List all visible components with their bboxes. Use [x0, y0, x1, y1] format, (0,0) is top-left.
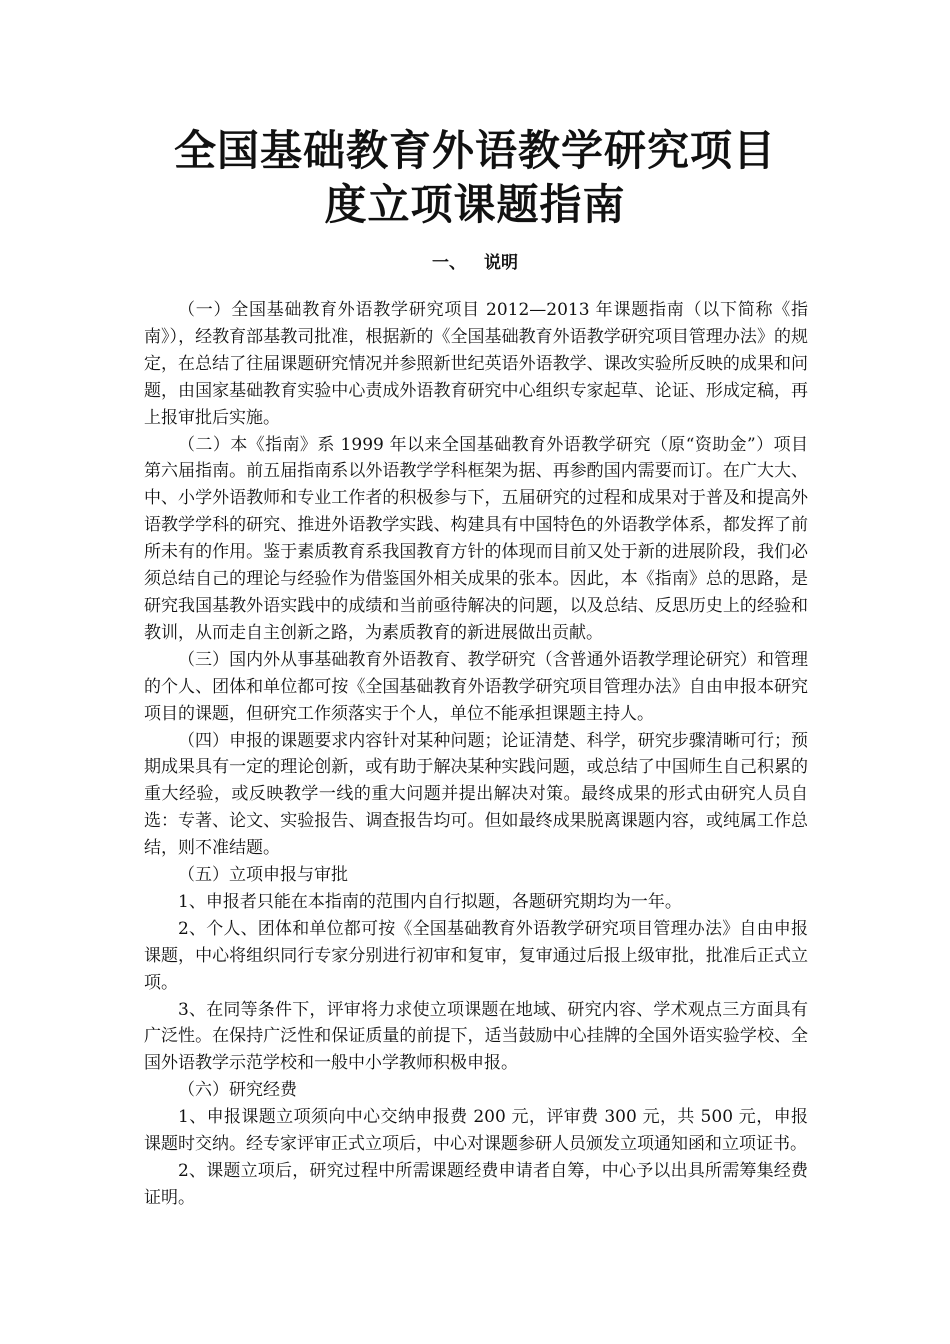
paragraph-5-1: 1、申报者只能在本指南的范围内自行拟题，各题研究期均为一年。 [178, 891, 682, 912]
paragraph-5-3: 3、在同等条件下，评审将力求使立项课题在地域、研究内容、学术观点三方面具有广泛性。在保持广泛性和保证质量的前提下，适当鼓励中心挂牌的全国外语实验学校、全国外语教学示范学校和一般中小学教师积极申报。 [144, 999, 808, 1074]
subsection-heading-5: （五）立项申报与审批 [178, 865, 348, 886]
section-number: 一、 [432, 253, 466, 273]
document-title-line-2: 度立项课题指南 [324, 180, 626, 229]
paragraph-1: （一）全国基础教育外语教学研究项目 2012—2013 年课题指南（以下简称《指南》），经教育部基教司批准，根据新的《全国基础教育外语教学研究项目管理办法》的规定，在总结了往届课题研究情况并参照新世纪英语外语教学、课改实验所反映的成果和问题，由国家基础教育实验中心责成外语教育研究中心组织专家起草、论证、形成定稿，再上报审批后实施。 [144, 300, 808, 428]
document-body [144, 297, 808, 1212]
paragraph-6-2: 2、课题立项后，研究过程中所需课题经费申请者自筹，中心予以出具所需筹集经费证明。 [144, 1161, 808, 1208]
section-title: 说明 [484, 253, 518, 273]
paragraph-6-1: 1、申报课题立项须向中心交纳申报费 200 元，评审费 300 元，共 500 元，申报课题时交纳。经专家评审正式立项后，中心对课题参研人员颁发立项通知函和立项证书。 [144, 1107, 808, 1155]
paragraph-3: （三）国内外从事基础教育外语教育、教学研究（含普通外语教学理论研究）和管理的个人、团体和单位都可按《全国基础教育外语教学研究项目管理办法》自由申报本研究项目的课题，但研究工作须落实于个人，单位不能承担课题主持人。 [144, 649, 808, 724]
paragraph-4: （四）申报的课题要求内容针对某种问题；论证清楚、科学，研究步骤清晰可行；预期成果具有一定的理论创新，或有助于解决某种实践问题，或总结了中国师生自己积累的重大经验，或反映教学一线的重大问题并提出解决对策。最终成果的形式由研究人员自选：专著、论文、实验报告、调查报告均可。但如最终成果脱离课题内容，或纯属工作总结，则不准结题。 [144, 730, 808, 859]
section-heading [0, 251, 950, 275]
document-title-line-1: 全国基础教育外语教学研究项目 [173, 126, 776, 175]
subsection-heading-6: （六）研究经费 [178, 1080, 297, 1101]
paragraph-2: （二）本《指南》系 1999 年以来全国基础教育外语教学研究（原“资助金”）项目第六届指南。前五届指南系以外语教学学科框架为据、再参酌国内需要而订。在广大大、中、小学外语教师和专业工作者的积极参与下，五届研究的过程和成果对于普及和提高外语教学学科的研究、推进外语教学实践、构建具有中国特色的外语教学体系，都发挥了前所未有的作用。鉴于素质教育系我国教育方针的体现而目前又处于新的进展阶段，我们必须总结自己的理论与经验作为借鉴国外相关成果的张本。因此，本《指南》总的思路，是研究我国基教外语实践中的成绩和当前亟待解决的问题，以及总结、反思历史上的经验和教训，从而走自主创新之路，为素质教育的新进展做出贡献。 [144, 434, 808, 643]
paragraph-5-2: 2、个人、团体和单位都可按《全国基础教育外语教学研究项目管理办法》自由申报课题，中心将组织同行专家分别进行初审和复审，复审通过后报上级审批，批准后正式立项。 [144, 918, 808, 993]
